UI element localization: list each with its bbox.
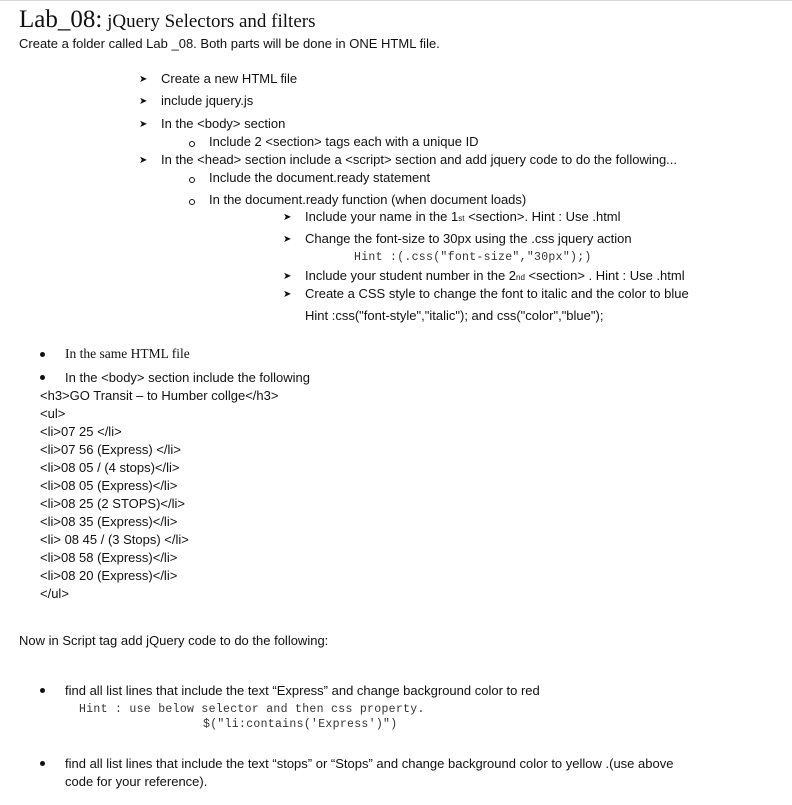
title-rest: jQuery Selectors and filters: [102, 11, 316, 32]
circle-bullet-icon: [189, 177, 195, 183]
arrow-bullet-icon: ➤: [283, 234, 292, 245]
code-li: <li> 08 45 / (3 Stops) </li>: [40, 532, 189, 547]
code-li: <li>08 35 (Express)</li>: [40, 514, 178, 529]
arrow-bullet-icon: ➤: [283, 271, 292, 282]
part2-same-file: In the same HTML file: [65, 346, 190, 361]
task-font-size: Change the font-size to 30px using the .css jquery action: [305, 231, 632, 246]
code-li: <li>08 05 / (4 stops)</li>: [40, 460, 180, 475]
ordinal-suffix: st: [458, 214, 465, 223]
arrow-bullet-icon: ➤: [139, 96, 148, 107]
task-student-number: [305, 268, 685, 283]
code-li: <li>08 20 (Express)</li>: [40, 568, 178, 583]
arrow-bullet-icon: ➤: [139, 119, 148, 130]
code-ul-open: <ul>: [40, 406, 66, 421]
step-ready-function: In the document.ready function (when document loads): [209, 192, 527, 207]
step-document-ready: Include the document.ready statement: [209, 170, 431, 185]
task-stops-yellow: find all list lines that include the text “stops” or “Stops” and change background color to yellow .(use above: [65, 756, 674, 771]
hint-selector-text: Hint : use below selector and then css property.: [79, 703, 425, 716]
step-create-file: Create a new HTML file: [161, 71, 298, 86]
code-li: <li>08 58 (Express)</li>: [40, 550, 178, 565]
code-h3: <h3>GO Transit – to Humber collge</h3>: [40, 388, 279, 403]
task-css-style: Create a CSS style to change the font to italic and the color to blue: [305, 286, 689, 301]
task-student-text: Include your student number in the 2: [305, 268, 517, 283]
code-li: <li>07 25 </li>: [40, 424, 122, 439]
arrow-bullet-icon: ➤: [283, 289, 292, 300]
title-main: Lab_08:: [19, 6, 103, 33]
bullet-dot-icon: [40, 352, 45, 357]
task-express-red: find all list lines that include the text “Express” and change background color to red: [65, 683, 540, 698]
bullet-dot-icon: [40, 688, 45, 693]
task-name-section: [305, 209, 621, 224]
top-border: [0, 0, 792, 1]
subtitle: Create a folder called Lab _08. Both parts will be done in ONE HTML file.: [19, 36, 440, 51]
hint-css-style: Hint :css("font-style","italic"); and css("color","blue");: [305, 308, 604, 323]
task-name-text: Include your name in the 1: [305, 209, 459, 224]
step-include-jquery: include jquery.js: [161, 93, 254, 108]
hint-font-size-code: Hint :(.css("font-size","30px");): [354, 251, 592, 264]
bullet-dot-icon: [40, 761, 45, 766]
hint-selector-code: $("li:contains('Express')"): [203, 718, 398, 731]
page-title: [19, 6, 315, 34]
task-student-hint: <section> . Hint : Use .html: [524, 268, 685, 283]
circle-bullet-icon: [189, 199, 195, 205]
code-li: <li>07 56 (Express) </li>: [40, 442, 181, 457]
step-section-tags: Include 2 <section> tags each with a unique ID: [209, 134, 479, 149]
arrow-bullet-icon: ➤: [139, 74, 148, 85]
arrow-bullet-icon: ➤: [283, 212, 292, 223]
task-stops-yellow-cont: code for your reference).: [65, 774, 208, 789]
part3-intro: Now in Script tag add jQuery code to do the following:: [19, 633, 329, 648]
task-name-hint: <section>. Hint : Use .html: [464, 209, 621, 224]
step-head-script: In the <head> section include a <script> section and add jquery code to do the following...: [161, 152, 678, 167]
bullet-dot-icon: [40, 375, 45, 380]
ordinal-suffix: nd: [516, 273, 525, 282]
code-li: <li>08 25 (2 STOPS)</li>: [40, 496, 186, 511]
arrow-bullet-icon: ➤: [139, 155, 148, 166]
part2-body-include: In the <body> section include the following: [65, 370, 311, 385]
circle-bullet-icon: [189, 141, 195, 147]
step-body-section: In the <body> section: [161, 116, 286, 131]
code-li: <li>08 05 (Express)</li>: [40, 478, 178, 493]
code-ul-close: </ul>: [40, 586, 69, 601]
